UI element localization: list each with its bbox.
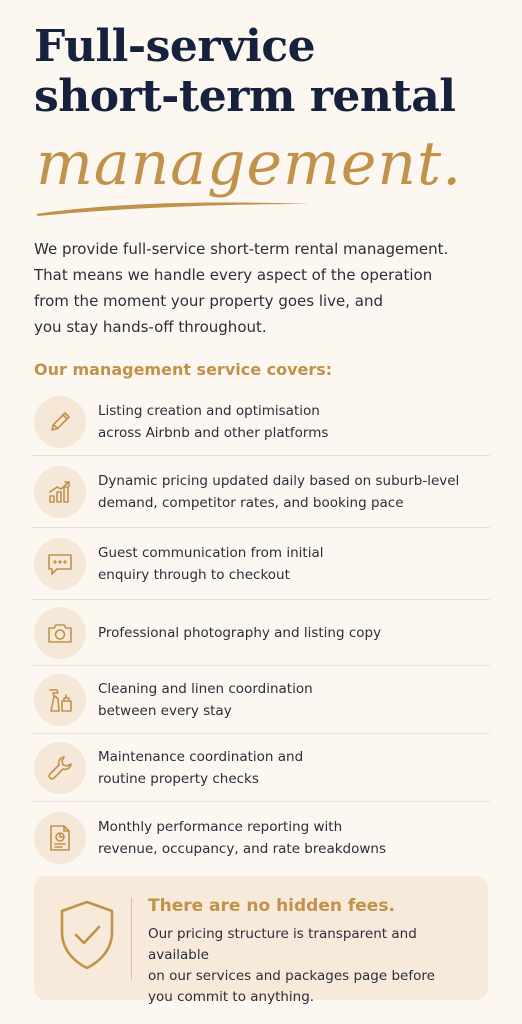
no-hidden-fees-callout bbox=[34, 876, 488, 1005]
intro-paragraph bbox=[34, 236, 494, 340]
shield-check-icon bbox=[56, 898, 118, 972]
service-line: across Airbnb and other platforms bbox=[98, 424, 329, 441]
list-item bbox=[32, 600, 490, 666]
service-line: Cleaning and linen coordination bbox=[98, 680, 313, 697]
callout-body bbox=[148, 924, 478, 1008]
title-script-word: management. bbox=[36, 129, 463, 199]
service-text bbox=[98, 400, 328, 444]
service-line: enquiry through to checkout bbox=[98, 566, 290, 583]
callout-title: There are no hidden fees. bbox=[148, 896, 395, 916]
intro-line-1: We provide full-service short-term rental management. bbox=[34, 240, 449, 258]
title-line-1: Full-service bbox=[34, 21, 316, 72]
list-item bbox=[32, 528, 490, 600]
list-item bbox=[32, 666, 490, 734]
services-heading: Our management service covers: bbox=[34, 360, 333, 379]
page-title bbox=[34, 22, 455, 122]
list-item bbox=[32, 802, 490, 874]
service-line: Professional photography and listing copy bbox=[98, 624, 382, 641]
callout-line-1: Our pricing structure is transparent and available bbox=[148, 926, 417, 963]
callout-line-3: you commit to anything. bbox=[148, 989, 315, 1005]
callout-divider bbox=[131, 898, 132, 980]
service-line: Monthly performance reporting with bbox=[98, 819, 343, 835]
service-text bbox=[98, 678, 313, 722]
service-line: revenue, occupancy, and rate breakdowns bbox=[98, 841, 386, 857]
list-item bbox=[32, 734, 490, 802]
service-line: demand, competitor rates, and booking pace bbox=[98, 494, 404, 511]
service-text bbox=[98, 816, 386, 860]
intro-line-4: you stay hands-off throughout. bbox=[34, 318, 267, 336]
title-line-2: short-term rental bbox=[34, 71, 456, 122]
cleaning-supplies-icon bbox=[34, 674, 86, 726]
list-item bbox=[32, 388, 490, 456]
bar-chart-icon bbox=[34, 466, 86, 518]
service-line: Listing creation and optimisation bbox=[98, 402, 320, 419]
service-text bbox=[98, 542, 323, 586]
service-text bbox=[98, 622, 381, 644]
wrench-icon bbox=[34, 742, 86, 794]
intro-line-2: That means we handle every aspect of the operation bbox=[34, 266, 433, 284]
service-line: between every stay bbox=[98, 702, 232, 719]
service-text bbox=[98, 470, 459, 514]
chat-bubble-icon bbox=[34, 538, 86, 590]
service-line: routine property checks bbox=[98, 770, 259, 787]
service-line: Guest communication from initial bbox=[98, 544, 324, 561]
list-item bbox=[32, 456, 490, 528]
service-text bbox=[98, 746, 303, 790]
brush-underline-icon bbox=[34, 196, 314, 218]
camera-icon bbox=[34, 607, 86, 659]
intro-line-3: from the moment your property goes live, and bbox=[34, 292, 384, 310]
callout-line-2: on our services and packages page before bbox=[148, 968, 435, 984]
pencil-icon bbox=[34, 396, 86, 448]
report-document-icon bbox=[34, 812, 86, 864]
service-line: Maintenance coordination and bbox=[98, 748, 304, 765]
service-line: Dynamic pricing updated daily based on suburb-level bbox=[98, 472, 460, 489]
services-list bbox=[32, 388, 490, 874]
